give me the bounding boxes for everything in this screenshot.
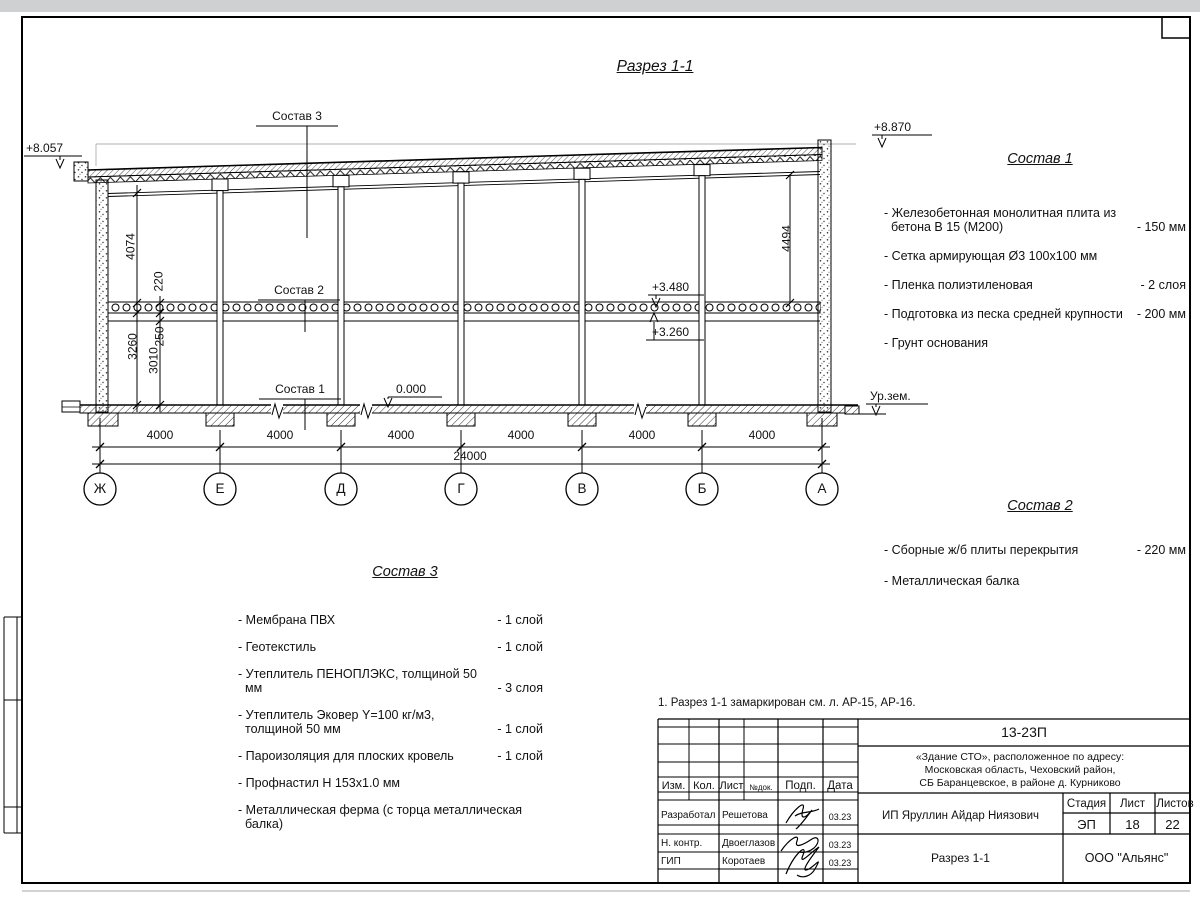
row-role: Разработал xyxy=(661,810,716,821)
axis-label: Б xyxy=(697,481,707,496)
row-date: 03.23 xyxy=(828,858,852,868)
span-dim: 4000 xyxy=(628,428,656,442)
company-name: ООО "Альянс" xyxy=(1084,851,1169,865)
elevation-slab-top: +3.480 xyxy=(652,280,690,294)
dim-4074: 4074 xyxy=(123,233,138,260)
list-item xyxy=(238,613,543,627)
list-item xyxy=(884,574,1186,588)
axis-label: Д xyxy=(336,481,346,496)
item-name: - Утеплитель Эковер Y=100 кг/м3, толщиной 50 мм xyxy=(238,708,435,736)
dim-220: 220 xyxy=(151,271,166,292)
sheets-label: Листов xyxy=(1156,798,1194,810)
axis-label: Г xyxy=(457,481,465,496)
object-address-line3: СБ Баранцевское, в районе д. Курниково xyxy=(919,777,1121,789)
note: 1. Разрез 1-1 замаркирован см. л. АР-15, АР-16. xyxy=(658,697,916,709)
item-value: - 3 слоя xyxy=(497,681,543,695)
item-name: - Мембрана ПВХ xyxy=(238,613,336,627)
item-value: - 1 слой xyxy=(497,613,543,627)
row-role: Н. контр. xyxy=(661,838,703,849)
item-value: - 1 слой xyxy=(497,749,543,763)
list-item xyxy=(884,336,1186,350)
foundation-pads xyxy=(88,413,837,426)
list-item xyxy=(238,667,543,695)
item-name: - Пароизоляция для плоских кровель xyxy=(238,749,454,763)
col-kol: Кол. xyxy=(693,780,715,792)
dim-4494: 4494 xyxy=(779,225,794,252)
elevation-slab-bottom: +3.260 xyxy=(652,325,690,339)
item-name: - Металлическая ферма (с торца металлическая балка) xyxy=(238,803,523,831)
row-role: ГИП xyxy=(661,856,681,867)
list-item xyxy=(238,776,543,790)
axis-label: Е xyxy=(215,481,225,496)
item-value: - 220 мм xyxy=(1136,543,1186,557)
item-name: - Утеплитель ПЕНОПЛЭКС, толщиной 50 мм xyxy=(238,667,477,695)
row-date: 03.23 xyxy=(828,812,852,822)
total-dim: 24000 xyxy=(453,449,487,463)
signatures xyxy=(781,805,819,877)
dim-3010: 3010 xyxy=(146,347,161,374)
item-value: - 1 слой xyxy=(497,722,543,736)
sostav3-title: Состав 3 xyxy=(372,564,438,580)
axis-label: В xyxy=(577,481,587,496)
item-value: - 150 мм xyxy=(1136,220,1186,234)
item-name: - Грунт основания xyxy=(884,336,989,350)
item-name: - Подготовка из песка средней крупности xyxy=(884,307,1123,321)
item-name: - Геотекстиль xyxy=(238,640,317,654)
object-address-line2: Московская область, Чеховский район, xyxy=(924,764,1116,776)
col-izm: Изм. xyxy=(661,780,686,792)
side-stamp xyxy=(4,617,22,833)
item-value: - 2 слоя xyxy=(1140,278,1186,292)
item-name: - Железобетонная монолитная плита из бетона В 15 (М200) xyxy=(884,206,1117,234)
col-list: Лист xyxy=(719,780,744,792)
axis-label: А xyxy=(817,481,827,496)
elevation-right-top: +8.870 xyxy=(874,120,912,134)
sheets-total: 22 xyxy=(1165,817,1180,832)
list-item xyxy=(884,206,1186,234)
callout-sostav-2: Состав 2 xyxy=(274,283,324,297)
span-dim: 4000 xyxy=(387,428,415,442)
item-name: - Сетка армирующая Ø3 100х100 мм xyxy=(884,249,1098,263)
drawing-title: Разрез 1-1 xyxy=(931,851,990,865)
list-item xyxy=(238,749,543,763)
ground-level-label: Ур.зем. xyxy=(870,389,911,403)
sheet-number: 18 xyxy=(1125,817,1140,832)
row-date: 03.23 xyxy=(828,840,852,850)
sostav3-list xyxy=(238,613,543,846)
sostav2-list xyxy=(884,543,1186,603)
axis-label: Ж xyxy=(93,481,107,496)
row-name: Двоеглазов xyxy=(722,838,776,849)
dim-250: 250 xyxy=(152,326,167,347)
item-name: - Сборные ж/б плиты перекрытия xyxy=(884,543,1079,557)
sostav2-title: Состав 2 xyxy=(1007,498,1073,514)
elevation-left-top: +8.057 xyxy=(26,141,64,155)
sheet-title: Разрез 1-1 xyxy=(616,58,694,75)
col-ndok: №док. xyxy=(749,783,773,792)
signature-gip xyxy=(786,847,819,877)
item-value: - 1 слой xyxy=(497,640,543,654)
doc-number: 13-23П xyxy=(1001,724,1047,740)
dim-3260: 3260 xyxy=(125,333,140,360)
row-name: Коротаев xyxy=(722,856,766,867)
list-item xyxy=(884,543,1186,557)
list-item xyxy=(884,307,1186,321)
sostav1-list xyxy=(884,206,1186,365)
span-dim: 4000 xyxy=(146,428,174,442)
list-item xyxy=(238,803,543,831)
span-dim: 4000 xyxy=(266,428,294,442)
building-section xyxy=(62,140,886,426)
list-item xyxy=(884,278,1186,292)
stage-label: Стадия xyxy=(1066,798,1107,810)
object-address-line1: «Здание СТО», расположенное по адресу: xyxy=(915,751,1125,763)
list-item xyxy=(238,708,543,736)
list-item xyxy=(884,249,1186,263)
callout-sostav-3: Состав 3 xyxy=(272,109,322,123)
signature-control xyxy=(781,837,818,852)
ground xyxy=(62,401,886,426)
item-name: - Профнастил Н 153х1.0 мм xyxy=(238,776,401,790)
client-name: ИП Яруллин Айдар Ниязович xyxy=(882,810,1039,822)
elevation-zero: 0.000 xyxy=(396,382,427,396)
stage-value: ЭП xyxy=(1077,817,1096,832)
item-value: - 200 мм xyxy=(1136,307,1186,321)
item-name: - Пленка полиэтиленовая xyxy=(884,278,1033,292)
sostav1-title: Состав 1 xyxy=(1007,151,1073,167)
span-dim: 4000 xyxy=(748,428,776,442)
col-data: Дата xyxy=(827,780,853,792)
row-name: Решетова xyxy=(722,810,768,821)
sheet-label: Лист xyxy=(1120,798,1145,810)
callout-sostav-1: Состав 1 xyxy=(275,382,325,396)
col-podp: Подп. xyxy=(785,780,816,792)
list-item xyxy=(238,640,543,654)
span-dim: 4000 xyxy=(507,428,535,442)
item-name: - Металлическая балка xyxy=(884,574,1020,588)
